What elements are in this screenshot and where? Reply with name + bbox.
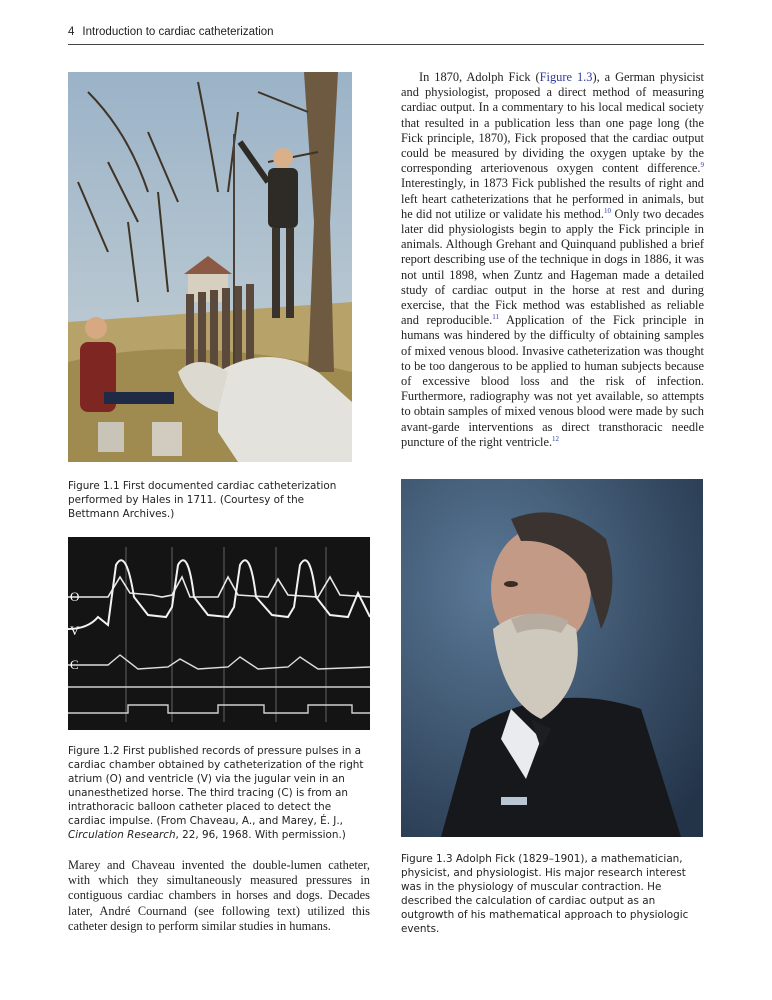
running-title: Introduction to cardiac catheterization	[82, 26, 274, 38]
left-column-paragraph	[68, 858, 370, 934]
figure-1-2-caption-text-a: First published records of pressure pulses in a cardiac chamber obtained by catheterization of the right atrium (O) and ventricle (V) via the jugular vein in an unanesthetized horse. The third tracing (C) is from an intrathoracic balloon catheter placed to detect the cardiac impulse. (From Chaveau, A., and Marey, É. J.,	[68, 745, 364, 827]
page-number: 4	[68, 26, 75, 38]
right-column-paragraph	[401, 70, 704, 450]
ref-11[interactable]: 11	[492, 313, 500, 322]
running-header	[68, 26, 704, 45]
figure-1-2-tracing	[68, 537, 370, 730]
trace-label-o: O	[70, 589, 80, 604]
fick-text-2: ), a German physicist and physiologist, proposed a direct method of measuring cardiac output. In a commentary to his local medical society that resulted in a publication less than one page long (the Fick principle, 1870), Fick proposed that the cardiac output could be measured by dividing the oxygen uptake by the corresponding arteriovenous oxygen content difference.	[401, 70, 704, 176]
fick-text-3: Interestingly, in 1873 Fick published the results of right and left heart catheterizations that he performed in animals, but he did not utilize or validate his method.	[401, 176, 704, 221]
figure-1-3-link[interactable]: Figure 1.3	[539, 70, 593, 84]
fick-paragraph	[401, 70, 704, 450]
trace-label-c: C	[70, 657, 79, 672]
adolph-fick-portrait	[401, 479, 703, 837]
fick-text-5: Application of the Fick principle in humans was hindered by the difficulty of obtaining samples of mixed venous blood. Invasive catheterization was thought to be too dangerous to be applied to human subjects because of excessive blood loss and the risk of infection. Furthermore, radiography was not yet available, so attempts to obtain samples of mixed venous blood were made by such avant-garde interventions as direct transthoracic needle puncture of the right ventricle.	[401, 313, 704, 449]
figure-1-2-caption	[68, 744, 368, 842]
fick-text-1: In 1870, Adolph Fick (	[419, 70, 540, 84]
pressure-pulse-tracings	[68, 537, 370, 730]
figure-1-3-portrait	[401, 479, 703, 837]
figure-1-2-label: Figure 1.2	[68, 745, 120, 757]
figure-1-3-caption-text: Adolph Fick (1829–1901), a mathematician, physicist, and physiologist. His major research interest was in the physiology of muscular contraction. He described the calculation of cardiac output as an outgrowth of his mathematical approach to physiologic events.	[401, 853, 689, 935]
marey-chaveau-paragraph: Marey and Chaveau invented the double-lumen catheter, with which they simultaneously measured pressures in contiguous cardiac chambers in horses and dogs. Decades later, André Cournand (see following text) utilized this catheter design to perform similar studies in humans.	[68, 858, 370, 933]
ref-12[interactable]: 12	[552, 434, 560, 443]
ref-10[interactable]: 10	[603, 206, 611, 215]
figure-1-1-caption-text: First documented cardiac catheterization performed by Hales in 1711. (Courtesy of the Bettmann Archives.)	[68, 480, 337, 520]
fick-text-4: Only two decades later did physiologists begin to apply the Fick principle in animals. Although Grehant and Quinquand published a brief report describing use of the technique in dogs in 1886, it was not until 1898, when Zuntz and Hageman made a detailed study of cardiac output in the horse at rest and during exercise, that the Fick method was established as reliable and reproducible.	[401, 206, 704, 328]
figure-1-1-painting	[68, 72, 352, 462]
ref-9[interactable]: 9	[700, 161, 704, 170]
figure-1-1-label: Figure 1.1	[68, 480, 120, 492]
trace-label-v: V	[70, 623, 80, 638]
figure-1-1-caption	[68, 479, 358, 521]
hales-catheterization-illustration	[68, 72, 352, 462]
figure-1-3-caption	[401, 852, 704, 936]
figure-1-3-label: Figure 1.3	[401, 853, 453, 865]
figure-1-2-journal: Circulation Research	[68, 829, 176, 841]
figure-1-2-caption-text-b: , 22, 96, 1968. With permission.)	[175, 829, 346, 841]
